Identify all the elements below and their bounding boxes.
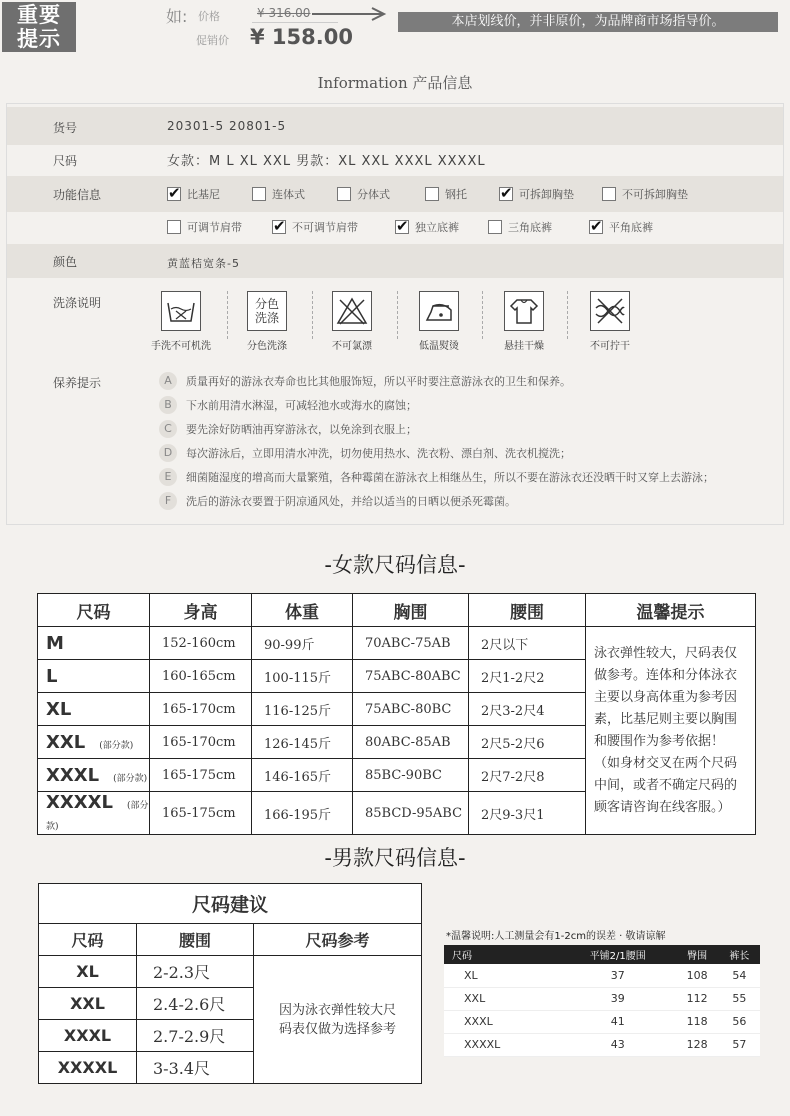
color-value: 黄蓝桔宽条-5 <box>167 257 240 270</box>
size-cell: XXXL <box>39 1020 137 1052</box>
height-cell: 165-175cm <box>150 759 252 792</box>
wash-caption: 悬挂干燥 <box>504 341 544 352</box>
weight-cell: 116-125斤 <box>252 693 353 726</box>
feature-checkbox[interactable] <box>488 219 552 235</box>
promo-price: ¥ 158.00 <box>250 25 353 49</box>
care-item <box>159 492 516 510</box>
measure-cell: 57 <box>719 1033 760 1056</box>
measure-cell: 118 <box>676 1010 719 1033</box>
original-price: ¥ 316.00 <box>257 6 311 20</box>
feature-label: 钢托 <box>445 188 467 201</box>
care-text: 洗后的游泳衣要置于阴凉通风处，并给以适当的日晒以便杀死霉菌。 <box>186 495 516 508</box>
unchecked-box-icon[interactable] <box>488 220 502 234</box>
measure-cell: 37 <box>560 964 676 987</box>
measure-cell: XXXL <box>444 1010 560 1033</box>
feature-label: 功能信息 <box>53 188 102 202</box>
weight-cell: 146-165斤 <box>252 759 353 792</box>
height-cell: 165-170cm <box>150 693 252 726</box>
care-text: 每次游泳后，立即用清水冲洗，切勿使用热水、洗衣粉、漂白剂、洗衣机搅洗； <box>186 447 571 460</box>
women-size-title: -女款尺码信息- <box>324 553 466 577</box>
care-letter: C <box>159 420 177 438</box>
height-cell: 165-175cm <box>150 792 252 835</box>
feature-checkbox[interactable] <box>167 186 220 202</box>
unchecked-box-icon[interactable] <box>602 187 616 201</box>
waist-cell: 2-2.3尺 <box>137 956 254 988</box>
waist-cell: 2尺3-2尺4 <box>469 693 586 726</box>
feature-label: 三角底裤 <box>508 221 552 234</box>
wash-item <box>141 291 221 352</box>
price-divider <box>252 22 338 23</box>
no-machine-wash-icon <box>161 291 201 331</box>
size-reference: 因为泳衣弹性较大尺码表仅做为选择参考 <box>254 956 422 1084</box>
table-row <box>444 964 760 987</box>
measure-cell: 112 <box>676 987 719 1010</box>
partial-tag: (部分款) <box>46 801 149 832</box>
table-header-row: 尺码 腰围 尺码参考 <box>39 924 422 956</box>
important-badge: 重要 提示 <box>2 2 76 52</box>
feature-label: 可调节肩带 <box>187 221 242 234</box>
size-cell: XXXXL <box>46 792 113 813</box>
size-cell: XXL <box>39 988 137 1020</box>
feature-checkbox[interactable] <box>337 186 390 202</box>
waist-cell: 2尺1-2尺2 <box>469 660 586 693</box>
arrow-right-icon <box>312 6 388 22</box>
partial-tag: (部分款) <box>113 773 148 784</box>
feature-label: 可拆卸胸垫 <box>519 188 574 201</box>
size-cell: XL <box>39 956 137 988</box>
care-text: 细菌随湿度的增高而大量繁殖，各种霉菌在游泳衣上相继丛生，所以不要在游泳衣还没晒干时又穿上去游泳； <box>186 471 714 484</box>
wash-caption: 不可氯漂 <box>332 341 372 352</box>
price-note: 本店划线价，并非原价，为品牌商市场指导价。 <box>398 12 778 32</box>
measure-cell: XXXXL <box>444 1033 560 1056</box>
feature-checkbox[interactable] <box>167 219 242 235</box>
feature-checkbox[interactable] <box>602 186 688 202</box>
wash-caption: 分色洗涤 <box>247 341 287 352</box>
women-size-table <box>37 593 756 835</box>
checked-box-icon[interactable] <box>272 220 286 234</box>
wash-item <box>484 291 564 352</box>
waist-cell: 2尺7-2尺8 <box>469 759 586 792</box>
product-info-panel <box>6 103 784 525</box>
care-letter: A <box>159 372 177 390</box>
feature-label: 不可拆卸胸垫 <box>622 188 688 201</box>
waist-cell: 2尺9-3尺1 <box>469 792 586 835</box>
feature-checkbox[interactable] <box>589 219 653 235</box>
waist-cell: 2尺以下 <box>469 627 586 660</box>
care-item <box>159 396 417 414</box>
waist-cell: 3-3.4尺 <box>137 1052 254 1084</box>
table-row <box>39 956 422 988</box>
feature-label: 比基尼 <box>187 188 220 201</box>
checked-box-icon[interactable] <box>395 220 409 234</box>
size-cell: XXXL <box>46 764 100 786</box>
measure-cell: 43 <box>560 1033 676 1056</box>
no-bleach-icon <box>332 291 372 331</box>
table-header-row: 尺码 身高 体重 胸围 腰围 温馨提示 <box>38 594 756 627</box>
feature-label: 连体式 <box>272 188 305 201</box>
unchecked-box-icon[interactable] <box>425 187 439 201</box>
men-size-title: -男款尺码信息- <box>324 846 466 870</box>
weight-cell: 166-195斤 <box>252 792 353 835</box>
wash-item <box>399 291 479 352</box>
feature-label: 平角底裤 <box>609 221 653 234</box>
feature-label: 分体式 <box>357 188 390 201</box>
no-wring-icon <box>590 291 630 331</box>
care-item <box>159 372 571 390</box>
unchecked-box-icon[interactable] <box>252 187 266 201</box>
table-row <box>444 1033 760 1056</box>
chest-cell: 75ABC-80ABC <box>353 660 469 693</box>
promo-label: 促销价 <box>196 34 229 47</box>
chest-cell: 70ABC-75AB <box>353 627 469 660</box>
checked-box-icon[interactable] <box>589 220 603 234</box>
height-cell: 165-170cm <box>150 726 252 759</box>
size-cell: XXXXL <box>39 1052 137 1084</box>
care-text: 下水前用清水淋湿，可减轻池水或海水的腐蚀； <box>186 399 417 412</box>
table-header-row: 尺码 平铺2/1腰围 臀围 裤长 <box>444 945 760 964</box>
men-table-caption: 尺码建议 <box>39 884 422 924</box>
size-tip: 泳衣弹性较大，尺码表仅做参考。连体和分体泳衣主要以身高体重为参考因素，比基尼则主要以胸围和腰围作为参考依据！（如身材交叉在两个尺码中间，或者不确定尺码的顾客请咨询在线客服。） <box>586 627 756 835</box>
wash-label: 洗涤说明 <box>53 296 102 310</box>
measure-note: *温馨说明:人工测量会有1-2cm的误差 · 敬请谅解 <box>446 931 666 942</box>
waist-cell: 2.4-2.6尺 <box>137 988 254 1020</box>
waist-cell: 2.7-2.9尺 <box>137 1020 254 1052</box>
partial-tag: (部分款) <box>99 740 134 751</box>
unchecked-box-icon[interactable] <box>167 220 181 234</box>
care-text: 质量再好的游泳衣寿命也比其他服饰短，所以平时要注意游泳衣的卫生和保养。 <box>186 375 571 388</box>
measure-cell: XXL <box>444 987 560 1010</box>
measure-cell: 108 <box>676 964 719 987</box>
measure-cell: 56 <box>719 1010 760 1033</box>
measure-cell: 39 <box>560 987 676 1010</box>
table-row <box>444 987 760 1010</box>
weight-cell: 90-99斤 <box>252 627 353 660</box>
measure-cell: 54 <box>719 964 760 987</box>
feature-checkbox[interactable] <box>395 219 459 235</box>
care-item <box>159 420 417 438</box>
code-value: 20301-5 20801-5 <box>167 119 287 133</box>
color-label: 颜色 <box>53 255 78 269</box>
wash-caption: 手洗不可机洗 <box>151 341 211 352</box>
measure-cell: 55 <box>719 987 760 1010</box>
size-label: 尺码 <box>53 154 78 168</box>
waist-cell: 2尺5-2尺6 <box>469 726 586 759</box>
unchecked-box-icon[interactable] <box>337 187 351 201</box>
price-header <box>0 0 790 56</box>
care-label: 保养提示 <box>53 376 102 390</box>
height-cell: 152-160cm <box>150 627 252 660</box>
wash-caption: 低温熨烫 <box>419 341 459 352</box>
code-label: 货号 <box>53 121 78 135</box>
separate-wash-icon: 分色洗涤 <box>247 291 287 331</box>
chest-cell: 85BC-90BC <box>353 759 469 792</box>
measure-cell: 41 <box>560 1010 676 1033</box>
height-cell: 160-165cm <box>150 660 252 693</box>
wash-item <box>570 291 650 352</box>
checked-box-icon[interactable] <box>167 187 181 201</box>
feature-checkbox[interactable] <box>499 186 574 202</box>
size-cell: L <box>46 665 58 687</box>
size-value: 女款：M L XL XXL 男款：XL XXL XXXL XXXXL <box>167 154 486 169</box>
low-iron-icon <box>419 291 459 331</box>
weight-cell: 126-145斤 <box>252 726 353 759</box>
care-item <box>159 468 714 486</box>
feature-checkbox[interactable] <box>252 186 305 202</box>
chest-cell: 75ABC-80BC <box>353 693 469 726</box>
measure-cell: 128 <box>676 1033 719 1056</box>
care-letter: B <box>159 396 177 414</box>
feature-label: 独立底裤 <box>415 221 459 234</box>
info-title: Information 产品信息 <box>317 74 473 92</box>
feature-checkbox[interactable] <box>425 186 467 202</box>
weight-cell: 100-115斤 <box>252 660 353 693</box>
measure-cell: XL <box>444 964 560 987</box>
feature-checkbox[interactable] <box>272 219 358 235</box>
care-letter: F <box>159 492 177 510</box>
wash-caption: 不可拧干 <box>590 341 630 352</box>
measure-table <box>444 945 760 1057</box>
care-item <box>159 444 571 462</box>
size-cell: M <box>46 632 64 654</box>
table-row <box>38 627 756 660</box>
hang-dry-icon <box>504 291 544 331</box>
care-letter: E <box>159 468 177 486</box>
checked-box-icon[interactable] <box>499 187 513 201</box>
chest-cell: 80ABC-85AB <box>353 726 469 759</box>
care-letter: D <box>159 444 177 462</box>
chest-cell: 85BCD-95ABC <box>353 792 469 835</box>
price-label: 价格 <box>198 10 220 23</box>
wash-item <box>312 291 392 352</box>
table-row <box>444 1010 760 1033</box>
feature-label: 不可调节肩带 <box>292 221 358 234</box>
wash-item <box>227 291 307 352</box>
care-text: 要先涂好防晒油再穿游泳衣，以免涂到衣服上； <box>186 423 417 436</box>
size-cell: XXL <box>46 731 86 753</box>
men-size-table <box>38 883 422 1084</box>
ru-char: 如: <box>166 7 188 26</box>
size-cell: XL <box>46 698 72 720</box>
